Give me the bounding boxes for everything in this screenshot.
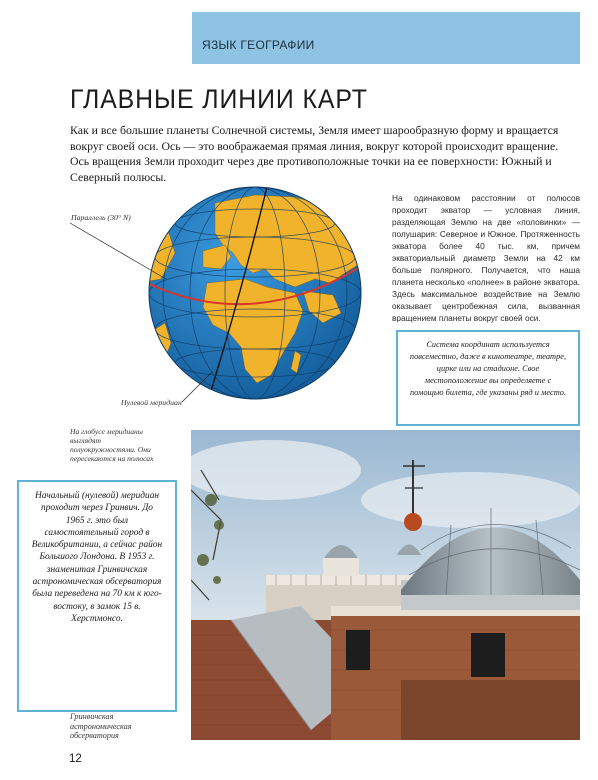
meridian-leader (180, 370, 230, 404)
photo-caption: Гринвичская астрономическая обсерватория (70, 712, 132, 741)
equator-text: На одинаковом расстоянии от полюсов проходит экватор — условная линия, разделяющая Землю на две «половинки» — полушария: Северное и Южное. Протяженность экватора более 40 тыс. км, причем экваториальный диаметр Земли на 42 км больше полярного. Получается, что наша планета несколько «полнее» в районе экватора. Здесь максимальное воздействие на Землю оказывает центробежная сила, вызванная вращением планеты вокруг своей оси. (392, 193, 580, 323)
section-header-band (192, 12, 580, 64)
parallel-label: Параллель (30° N) (71, 213, 131, 222)
page-title: ГЛАВНЫЕ ЛИНИИ КАРТ (70, 84, 368, 114)
greenwich-info-box (17, 480, 177, 712)
meridian-label: Нулевой меридиан (121, 398, 182, 407)
greenwich-info-text: Начальный (нулевой) меридиан проходит через Гринвич. До 1965 г. это был самостоятельный город в Великобритании, а сейчас район Большого Лондона. В 1953 г. знаменитая Гринвичская астрономическая обсерватория была переведена на 70 км к юго-востоку, в замок 15 в. Херстмонсо. (31, 491, 163, 624)
coordinate-system-text: Система координат используется повсеместно, даже в кинотеатре, театре, цирке или на стадионе. Свое местоположение вы определяете с помощью билета, где указаны ряд и место. (409, 340, 567, 397)
observatory-photo-svg (191, 430, 580, 740)
globe-caption: На глобусе меридианы выглядят полуокружностями. Они пересекаются на полюсах (70, 427, 154, 463)
globe-illustration (145, 183, 365, 403)
observatory-photo (191, 430, 580, 740)
intro-paragraph: Как и все большие планеты Солнечной системы, Земля имеет шарообразную форму и вращается вокруг своей оси. Ось — это воображаемая прямая линия, вокруг которой происходит вращение. Ось вращения Земли проходит через две противоположные точки на ее поверхности: Южный и Северный полюсы. (70, 123, 559, 184)
coordinate-system-box (396, 330, 580, 426)
section-label: ЯЗЫК ГЕОГРАФИИ (202, 38, 315, 52)
parallel-leader (70, 222, 170, 282)
page-number: 12 (69, 753, 82, 765)
time-ball (404, 513, 422, 531)
globe-svg (145, 183, 365, 403)
